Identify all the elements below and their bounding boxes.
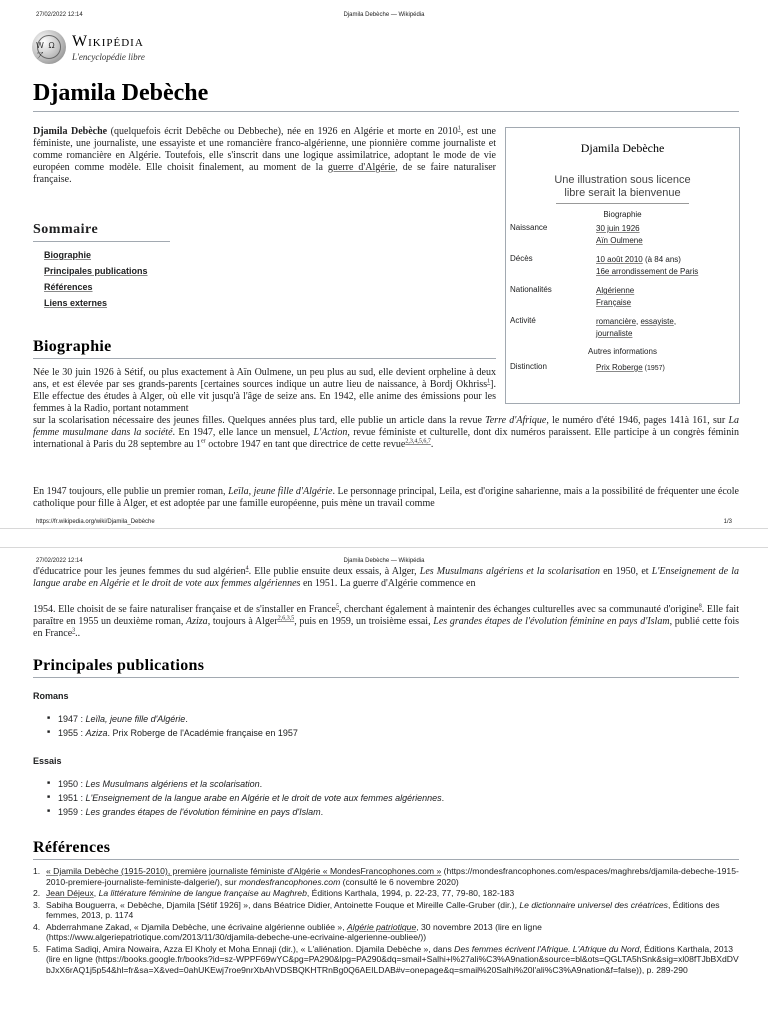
bio-paragraph-2-continued: d'éducatrice pour les jeunes femmes du sud algérien$^4$. Elle publie ensuite deux essais, à Alger, Les Musulmans algériens et la scolarisation en 1950, et L'Enseignement de la langue arabe en Algérie et le droit de vote aux femmes algériennes en 1951. La guerre d'Algérie commence en <box>33 565 740 589</box>
wikipedia-globe-icon <box>32 30 66 64</box>
page-separator <box>0 528 768 548</box>
essais-list <box>33 779 739 821</box>
cite-ref[interactable]: 2,6,3,5 <box>277 615 295 622</box>
infobox-section-biographie: Biographie <box>603 210 642 219</box>
infobox-row-activite: Activité romancière, essayiste, journaliste <box>510 316 677 338</box>
wikipedia-logo[interactable] <box>32 30 145 64</box>
reference-item-5: 5. Fatima Sadiqi, Amira Nowaira, Azza El Kholy et Moha Ennaji (dir.), « L'aliénation. Djamila Debèche », dans Des femmes écrivent l'Afrique. L'Afrique du Nord, Éditions Karthala, 2013 (lire en ligne (https://books.google.fr/books?id=sz-WPPF69wYC&pg=PA290&lpg=PA290&dq=smail+Salhi+l%27ali%C3%A9nation&source=bl&ots=QGLTA5hSnk&sig=xl08fTJbBXdDVbJxX6rAQ1j5p54&hl=fr&sa=X&ved=0ahUKEwj7roe9nrXbAhVDSBQKHTRnBg0Q6AEILDAB#v=onepage&q=smail%20Salhi%20l'ali%C3%A9nation&f=false)), p. 289-290 <box>33 943 739 975</box>
reference-item-2: 2. Jean Déjeux, La littérature féminine de langue française au Maghreb, Éditions Karthala, 1994, p. 22-23, 77, 79-80, 182-183 <box>33 888 515 898</box>
subheading-essais: Essais <box>33 756 62 766</box>
print-page-number: 1/3 <box>723 519 732 525</box>
bio-paragraph-1: Née le 30 juin 1926 à Sétif, ou plus exactement à Aïn Oulmene, un peu plus au sud, elle devient orpheline à deux ans, et est élevée par ses grands-parents [certaines sources indique un autre lieu de naissance, à Bordj Okhriss$^1$]. Elle effectue des études à Alger, où elle vit jusqu'à l'âge de seize ans. En 1942, elle anime des émissions pour les femmes à la Radio, portant notamment <box>33 367 496 414</box>
bio-paragraph-2: En 1947 toujours, elle publie un premier roman, Leïla, jeune fille d'Algérie. Le personnage principal, Leila, est d'origine saharienne, mais a la possibilité de fréquenter une école catholique pour fille à Alger, et est adoptée par une famille européenne, puis mène un travail comme <box>33 486 739 509</box>
reference-item-4: 4. Abderrahmane Zakad, « Djamila Debèche, une écrivaine algérienne oubliée », Algérie patriotique, 30 novembre 2013 (lire en ligne (https://www.algeriepatriotique.com/2013/11/30/djamila-debeche-une-ecrivaine-algerienne-oubliee/)) <box>33 921 542 942</box>
print-url: https://fr.wikipedia.org/wiki/Djamila_Debèche <box>36 519 155 525</box>
infobox-row-nationalites: Nationalités Algérienne Française <box>510 285 635 307</box>
toc-title: Sommaire <box>33 222 170 242</box>
cite-ref[interactable]: 1 <box>457 125 461 132</box>
cite-ref[interactable]: 3 <box>72 627 76 634</box>
toc-item-publications[interactable]: Principales publications <box>44 266 148 276</box>
cite-ref[interactable]: 8 <box>698 603 702 610</box>
bio-paragraph-1-continued: sur la scolarisation nécessaire des jeunes filles. Quelques années plus tard, elle publie un article dans la revue Terre d'Afrique, le numéro d'été 1946, pages 141à 161, sur La femme musulmane dans la société. En 1947, elle lance un mensuel, L'Action, revue féministe et culturelle, dont dix numéros paraissent. Elle participe à un congrès féminin international à Paris du 28 septembre au 1er octobre 1947 en tant que directrice de cette revue$^{2,3,4,5,6,7}$. <box>33 415 739 450</box>
references-list <box>33 866 739 976</box>
intro-name: Djamila Debèche <box>33 126 108 137</box>
toc-item-liens-externes[interactable]: Liens externes <box>44 298 108 308</box>
print-window-title: Djamila Debèche — Wikipédia <box>343 12 425 18</box>
infobox-image-placeholder[interactable]: Une illustration sous licence libre serait la bienvenue <box>506 174 739 204</box>
infobox-row-naissance: Naissance 30 juin 1926 Aïn Oulmene <box>510 223 643 245</box>
cite-ref[interactable]: 1 <box>487 378 491 385</box>
toc-item-references[interactable]: Références <box>44 282 93 292</box>
infobox-row-deces: Décès 10 août 2010 (à 84 ans) 16e arrondissement de Paris <box>510 254 699 276</box>
reference-item-3: 3. Sabiha Bouguerra, « Debèche, Djamila [Sétif 1926] », dans Béatrice Didier, Antoinette Fouque et Mireille Calle-Gruber (dir.), Le dictionnaire universel des créatrices, Éditions des femmes, 2013, p. 1174 <box>33 899 720 920</box>
toc-item-biographie[interactable]: Biographie <box>44 250 92 260</box>
list-item: ■ 1947 : Leïla, jeune fille d'Algérie. <box>33 714 739 724</box>
link-guerre-algerie[interactable]: guerre d'Algérie <box>327 162 396 173</box>
cite-ref[interactable]: 5 <box>335 603 339 610</box>
infobox-section-autres: Autres informations <box>588 347 657 356</box>
logo-tagline: L'encyclopédie libre <box>72 51 145 62</box>
logo-wordmark: Wikipédia <box>72 32 144 50</box>
page-title: Djamila Debèche <box>33 80 739 112</box>
heading-publications: Principales publications <box>33 657 739 678</box>
list-item: ■ 1951 : L'Enseignement de la langue arabe en Algérie et le droit de vote aux femmes algériennes. <box>33 793 739 803</box>
romans-list <box>33 714 739 742</box>
list-item: ■ 1955 : Aziza. Prix Roberge de l'Académie française en 1957 <box>33 728 739 738</box>
reference-item-1: 1. « Djamila Debèche (1915-2010), première journaliste féministe d'Algérie « MondesFrancophones.com » (https://mondesfrancophones.com/espaces/maghrebs/djamila-debeche-1915-2010-premiere-journaliste-feministe-dalgerie/), sur mondesfrancophones.com (consulté le 6 novembre 2020) <box>33 866 739 887</box>
print-date: 27/02/2022 12:14 <box>36 558 83 564</box>
intro-paragraph: Djamila Debèche (quelquefois écrit Debêche ou Debbeche), née en 1926 en Algérie et morte en 2010$^1$, est une féministe, une journaliste, une essayiste et une romancière franco-algérienne, une pionnière comme journaliste et comme romancière en Algérie. Toutefois, elle s'inscrit dans une logique assimilatrice, adoptant le mode de vie européen comme modèle. Elle choisit finalement, au moment de la guerre d'Algérie, de se faire naturaliser française. <box>33 125 497 185</box>
cite-ref[interactable]: 2,3,4,5,6,7 <box>405 438 431 445</box>
print-window-title: Djamila Debèche — Wikipédia <box>343 558 425 564</box>
print-page-2 <box>0 548 768 1024</box>
infobox-row-distinction: Distinction Prix Roberge (1957) <box>510 362 665 372</box>
bio-paragraph-3: 1954. Elle choisit de se faire naturaliser française et de s'installer en France$^5$, cherchant également à maintenir des échanges culturelles avec sa communauté d'origine$^8$. Elle fait paraître en 1955 un deuxième roman, Aziza, toujours à Alger$^{2,6,3,5}$, puis en 1959, un troisième essai, Les grandes étapes de l'évolution féminine en pays d'Islam, publié cette fois en France$^3$.. <box>33 603 739 639</box>
heading-biographie: Biographie <box>33 338 496 359</box>
list-item: ■ 1959 : Les grandes étapes de l'évolution féminine en pays d'Islam. <box>33 807 739 817</box>
infobox-title: Djamila Debèche <box>580 141 665 155</box>
table-of-contents <box>33 222 170 314</box>
cite-ref[interactable]: 4 <box>245 565 249 572</box>
print-date: 27/02/2022 12:14 <box>36 12 83 18</box>
infobox <box>505 127 740 404</box>
list-item: ■ 1950 : Les Musulmans algériens et la scolarisation. <box>33 779 739 789</box>
heading-references: Références <box>33 839 739 860</box>
subheading-romans: Romans <box>33 691 69 701</box>
